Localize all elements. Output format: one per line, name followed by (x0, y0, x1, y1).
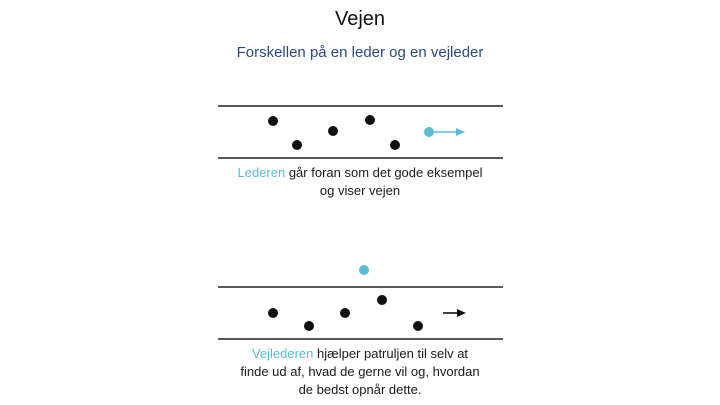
scout-dot (268, 308, 278, 318)
guide-caption (0, 345, 720, 399)
scout-dot (377, 295, 387, 305)
page-subtitle: Forskellen på en leder og en vejleder (236, 44, 484, 61)
guide-diagram (218, 265, 503, 339)
scout-dot (413, 321, 423, 331)
guide-dot (359, 265, 369, 275)
leader-caption-line-2: og viser vejen (319, 183, 401, 198)
guide-term: Vejlederen (251, 346, 314, 361)
leader-dot (424, 127, 434, 137)
guide-caption-line-3: de bedst opnår dette. (298, 382, 422, 397)
guide-caption-text: hjælper patruljen til selv at (313, 346, 469, 361)
guide-caption-line-1 (0, 345, 720, 363)
direction-arrow-icon (457, 309, 466, 317)
guide-caption-line-2: finde ud af, hvad de gerne vil og, hvordan (240, 364, 480, 379)
scout-dot (365, 115, 375, 125)
direction-arrow-icon (456, 128, 465, 136)
scout-dot (304, 321, 314, 331)
leader-caption (0, 164, 720, 200)
scout-dot (328, 126, 338, 136)
scout-dot (390, 140, 400, 150)
scout-dot (340, 308, 350, 318)
scout-dot (292, 140, 302, 150)
leader-term: Lederen (237, 165, 286, 180)
scout-dot (268, 116, 278, 126)
leader-diagram (218, 106, 503, 158)
leader-caption-line-1 (0, 164, 720, 182)
page-title: Vejen (334, 8, 386, 30)
leader-caption-text: går foran som det gode eksempel (285, 165, 483, 180)
